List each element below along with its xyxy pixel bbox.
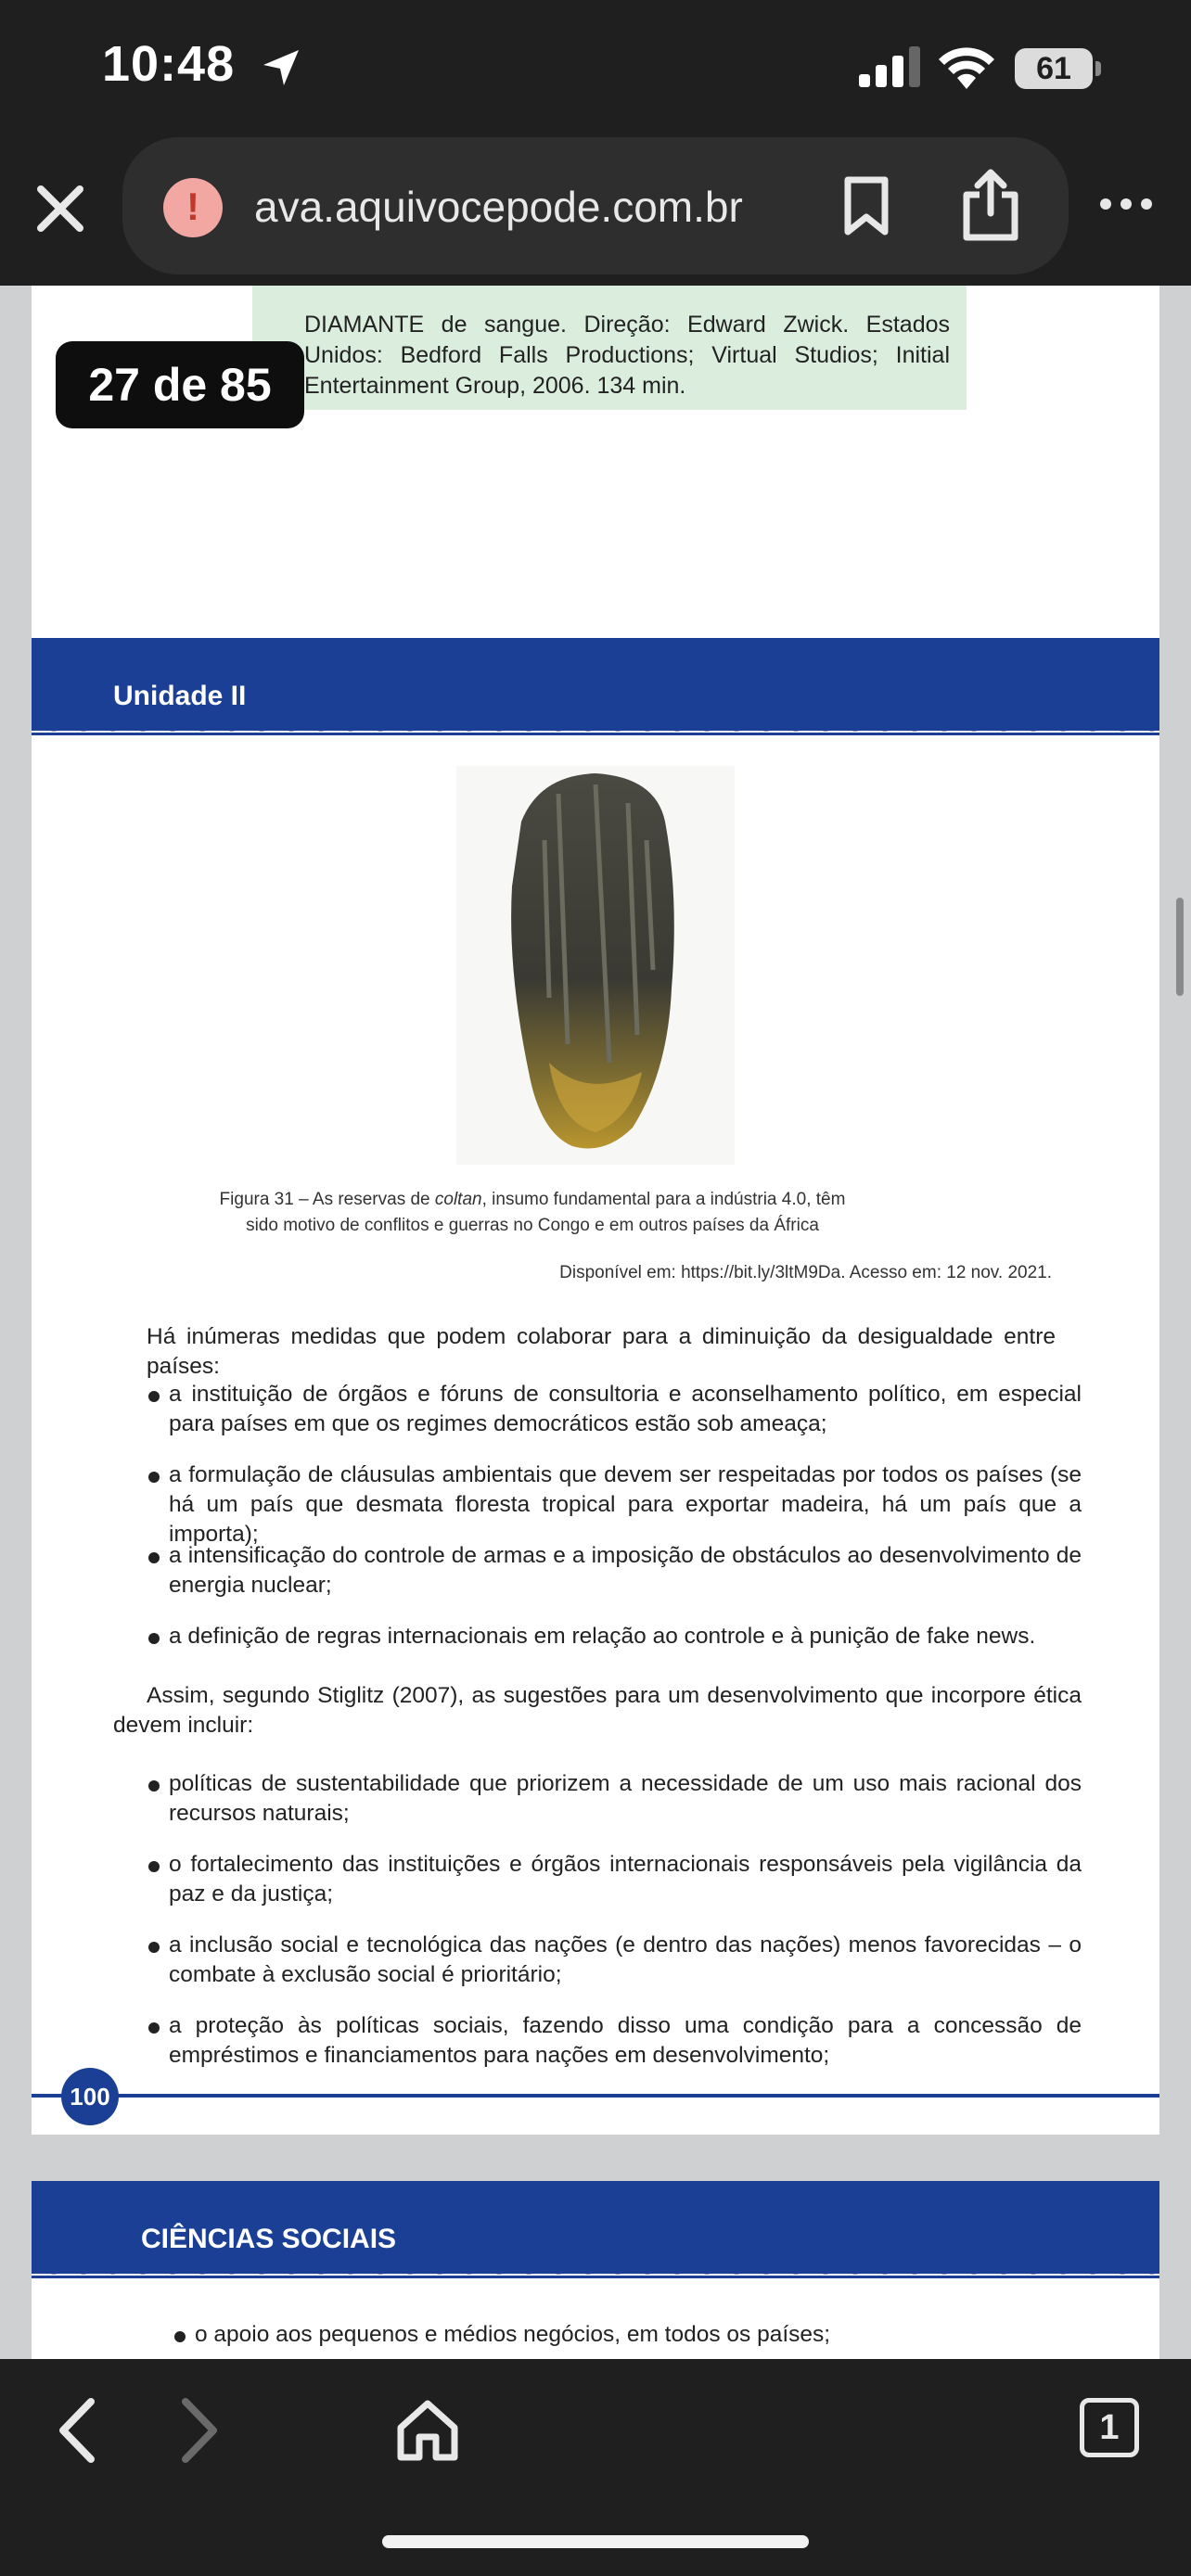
wifi-icon xyxy=(937,43,996,89)
reference-box xyxy=(252,286,967,410)
unit-header-band xyxy=(32,638,1159,731)
list-item: a proteção às políticas sociais, fazendo disso uma condição para a concessão de empréstimos e financiamentos para nações em desenvolvimento; xyxy=(169,2013,1082,2068)
bullet-dot xyxy=(148,1552,160,1563)
more-options-icon[interactable] xyxy=(1098,197,1154,211)
bullet-dot xyxy=(148,1942,160,1953)
list-item: o fortalecimento das instituições e órgãos internacionais responsáveis pela vigilância da paz e da justiça; xyxy=(169,1852,1082,1906)
bookmark-icon[interactable] xyxy=(840,176,892,237)
bullet-dot xyxy=(148,1861,160,1872)
list-item: a intensificação do controle de armas e a imposição de obstáculos ao desenvolvimento de energia nuclear; xyxy=(169,1543,1082,1598)
browser-top-chrome xyxy=(0,0,1191,286)
bullet-dot xyxy=(148,1780,160,1792)
list-item: a instituição de órgãos e fóruns de consultoria e aconselhamento político, em especial para países em que os regimes democráticos estão sob ameaça; xyxy=(169,1382,1082,1436)
tabs-button[interactable]: 1 xyxy=(1080,2398,1139,2457)
list-item: a inclusão social e tecnológica das nações (e dentro das nações) menos favorecidas – o combate à exclusão social é prioritário; xyxy=(169,1932,1082,1987)
forward-arrow-icon[interactable] xyxy=(176,2396,223,2465)
back-arrow-icon[interactable] xyxy=(54,2396,100,2465)
figure-caption-part2: , insumo fundamental para a indústria 4.0, têm sido motivo de conflitos e guerras no Congo e em outros países da África xyxy=(246,1190,846,1235)
list-item: políticas de sustentabilidade que priorizem a necessidade de um uso mais racional dos recursos naturais; xyxy=(169,1771,1082,1826)
insecure-warning-icon[interactable]: ! xyxy=(163,178,223,237)
pdf-page-100 xyxy=(32,638,1159,2135)
page-footer-rule xyxy=(32,2094,1159,2098)
figure-caption-part1: Figura 31 – As reservas de xyxy=(219,1190,435,1209)
battery-cap xyxy=(1095,61,1101,76)
bullet-dot xyxy=(148,2022,160,2034)
page-number-100: 100 xyxy=(61,2068,119,2125)
battery-indicator: 61 xyxy=(1015,48,1093,89)
list-item: a formulação de cláusulas ambientais que devem ser respeitadas por todos os países (se há um país que desmata floresta tropical para exportar madeira, há um país que a importa); xyxy=(169,1462,1082,1547)
figure-caption-italic: coltan xyxy=(434,1190,482,1209)
url-text[interactable]: ava.aquivocepode.com.br xyxy=(254,183,743,231)
paragraph-stiglitz: Assim, segundo Stiglitz (2007), as sugestões para um desenvolvimento que incorpore ética devem incluir: xyxy=(113,1683,1082,1738)
wave-divider xyxy=(32,2263,1159,2281)
page-counter: 27 de 85 xyxy=(56,341,304,428)
intro-paragraph: Há inúmeras medidas que podem colaborar para a diminuição da desigualdade entre países: xyxy=(147,1324,1056,1379)
wave-divider xyxy=(32,720,1159,738)
location-arrow-icon xyxy=(260,46,302,89)
share-icon[interactable] xyxy=(959,167,1022,241)
home-indicator[interactable] xyxy=(382,2535,809,2548)
home-icon[interactable] xyxy=(393,2396,462,2465)
reference-text: DIAMANTE de sangue. Direção: Edward Zwick. Estados Unidos: Bedford Falls Productions; Virtual Studios; Initial Entertainment Group, 2006. 134 min. xyxy=(304,312,950,399)
bullet-dot xyxy=(148,1472,160,1483)
figure-source: Disponível em: https://bit.ly/3ltM9Da. Acesso em: 12 nov. 2021. xyxy=(559,1263,1052,1282)
section-header-band xyxy=(32,2181,1159,2274)
bullet-dot xyxy=(174,2331,186,2342)
figure-caption xyxy=(217,1187,848,1239)
unit-header-title: Unidade II xyxy=(113,681,247,711)
pdf-viewer[interactable] xyxy=(0,286,1191,2359)
cellular-signal-icon xyxy=(857,46,922,87)
close-icon[interactable] xyxy=(28,176,93,241)
bullet-dot xyxy=(148,1391,160,1402)
status-time: 10:48 xyxy=(102,36,236,92)
coltan-mineral-image xyxy=(456,766,735,1165)
list-item: a definição de regras internacionais em relação ao controle e à punição de fake news. xyxy=(169,1624,1036,1649)
section-header-title: CIÊNCIAS SOCIAIS xyxy=(141,2224,397,2254)
bullet-dot xyxy=(148,1633,160,1644)
list-item: o apoio aos pequenos e médios negócios, em todos os países; xyxy=(195,2322,831,2347)
pdf-page-101 xyxy=(32,2181,1159,2359)
scrollbar-thumb[interactable] xyxy=(1176,898,1184,996)
